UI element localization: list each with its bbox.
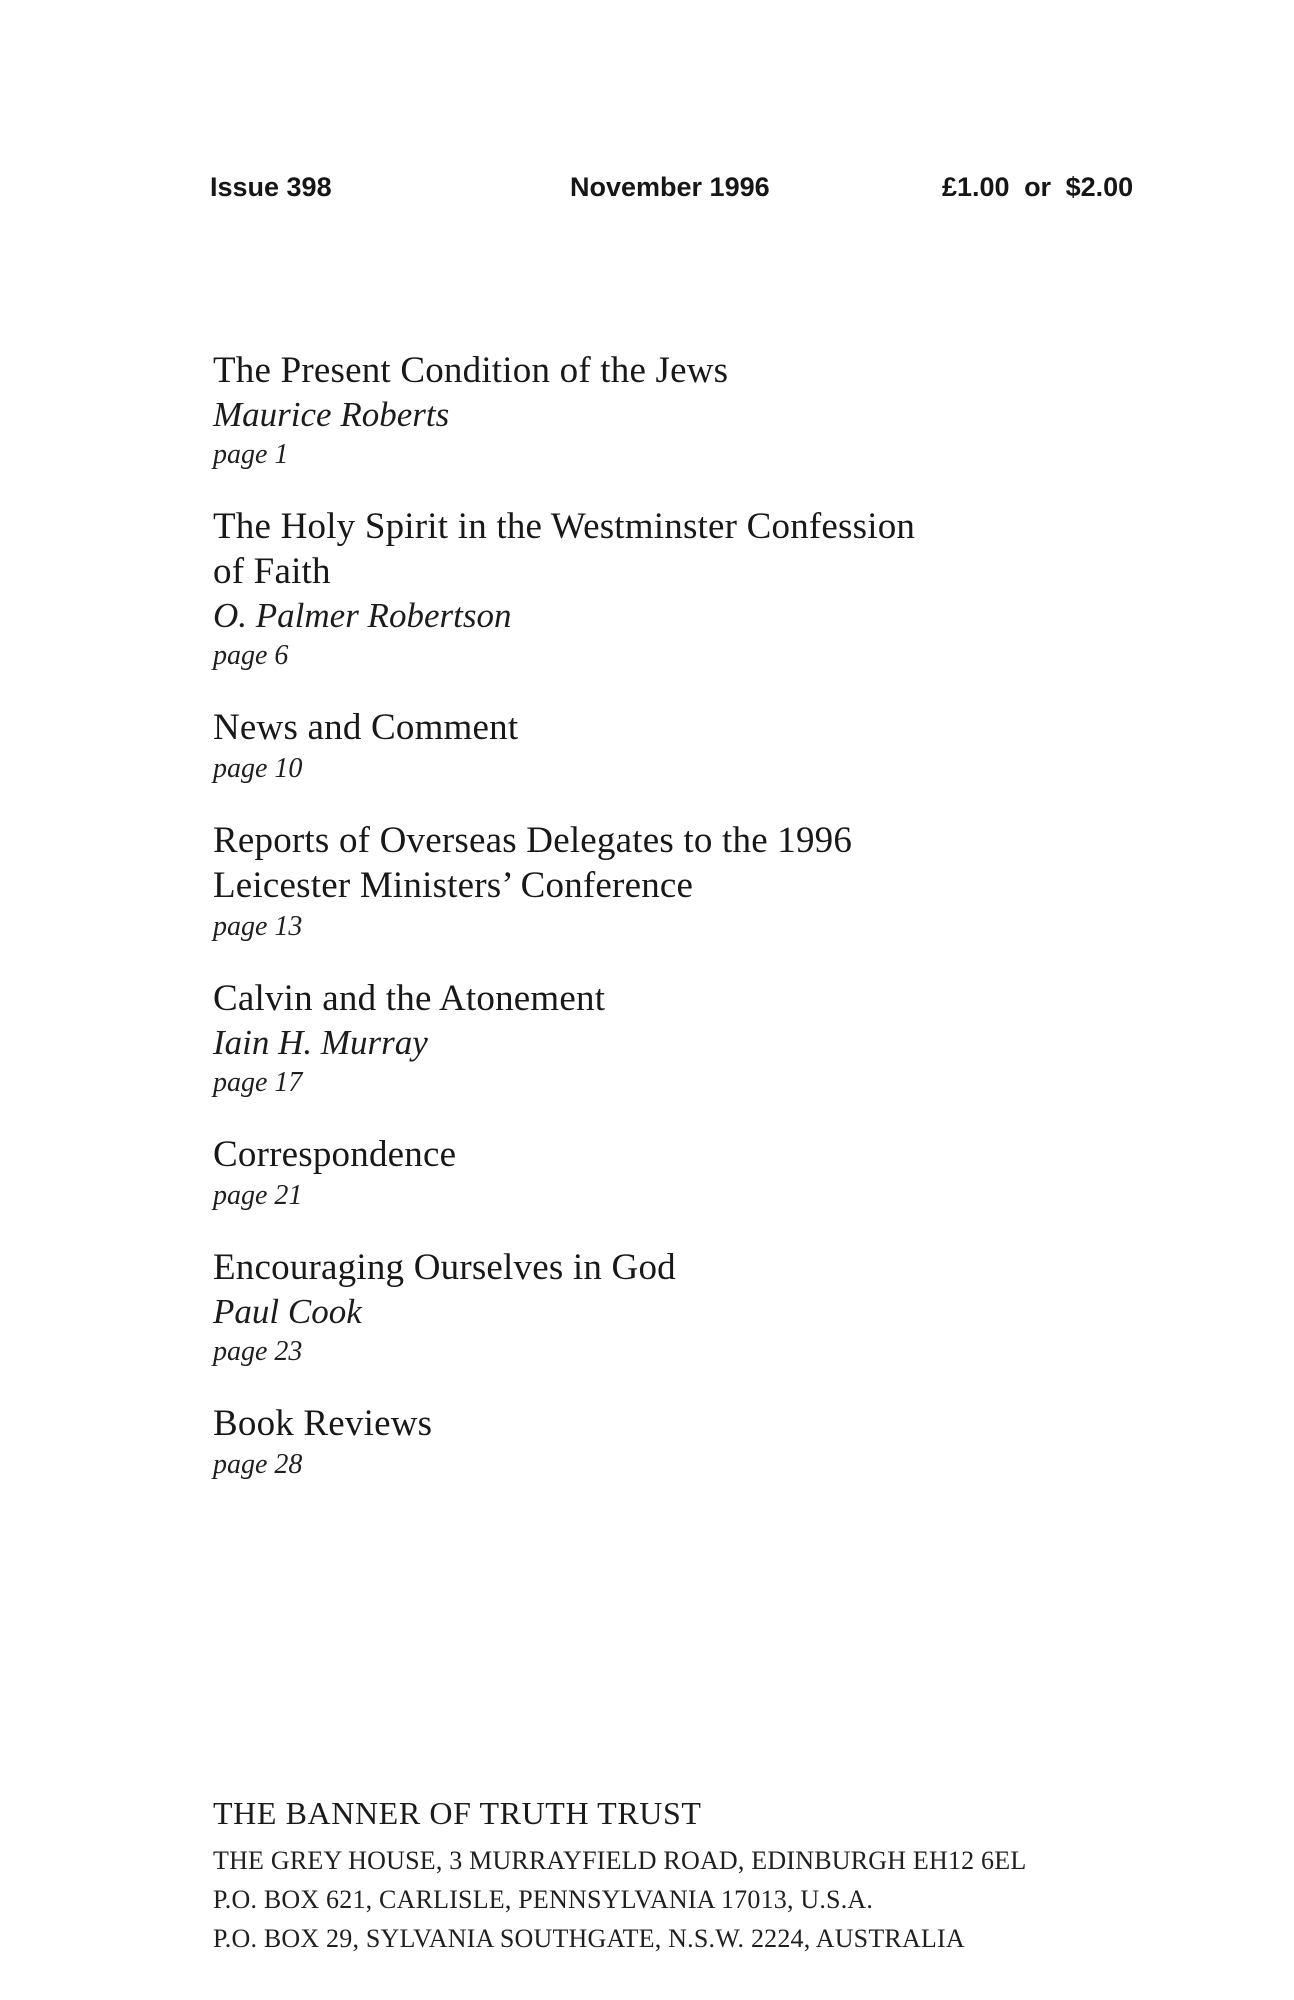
article-title-line: Calvin and the Atonement (213, 978, 606, 1019)
article-title-line: of Faith (213, 551, 331, 592)
publisher-block (213, 1793, 1213, 1958)
article-title-line: News and Comment (213, 707, 519, 748)
article-title-line: Leicester Ministers’ Conference (213, 865, 694, 906)
publisher-addresses (213, 1841, 1213, 1958)
toc-entry (213, 818, 1033, 946)
article-author: Paul Cook (213, 1292, 362, 1331)
article-title-line: Encouraging Ourselves in God (213, 1247, 676, 1288)
masthead (0, 172, 1294, 208)
article-page-ref: page 13 (213, 911, 303, 942)
publisher-address-line: THE GREY HOUSE, 3 MURRAYFIELD ROAD, EDINBURGH EH12 6EL (213, 1846, 1027, 1875)
article-title (213, 1245, 1033, 1290)
toc-entry (213, 1401, 1033, 1484)
publisher-address-line: P.O. BOX 621, CARLISLE, PENNSYLVANIA 17013, U.S.A. (213, 1885, 874, 1914)
article-author: O. Palmer Robertson (213, 596, 512, 635)
publisher-name: THE BANNER OF TRUTH TRUST (213, 1795, 702, 1831)
article-title (213, 818, 1033, 908)
article-page-ref: page 1 (213, 439, 289, 470)
article-author: Iain H. Murray (213, 1023, 428, 1062)
article-page-ref: page 10 (213, 753, 303, 784)
article-page-ref: page 28 (213, 1449, 303, 1480)
publisher-address-line: P.O. BOX 29, SYLVANIA SOUTHGATE, N.S.W. 2224, AUSTRALIA (213, 1924, 965, 1953)
toc-entry (213, 504, 1033, 675)
article-title-line: Book Reviews (213, 1403, 433, 1444)
issue-number: Issue 398 (210, 172, 332, 202)
article-title-line: Reports of Overseas Delegates to the 1996 (213, 820, 853, 861)
article-page-ref: page 6 (213, 640, 289, 671)
article-title (213, 705, 1033, 750)
issue-price: £1.00 or $2.00 (942, 172, 1134, 202)
article-title-line: The Holy Spirit in the Westminster Confession (213, 506, 916, 547)
toc-entry (213, 1132, 1033, 1215)
article-title-line: The Present Condition of the Jews (213, 350, 729, 391)
toc-entry (213, 348, 1033, 474)
article-title (213, 976, 1033, 1021)
article-title (213, 348, 1033, 393)
article-author: Maurice Roberts (213, 395, 450, 434)
issue-date: November 1996 (570, 172, 770, 202)
toc-entry (213, 976, 1033, 1102)
article-title (213, 504, 1033, 594)
article-page-ref: page 23 (213, 1336, 303, 1367)
table-of-contents (213, 348, 1033, 1514)
article-title (213, 1132, 1033, 1177)
toc-entry (213, 1245, 1033, 1371)
toc-entry (213, 705, 1033, 788)
article-page-ref: page 21 (213, 1180, 303, 1211)
article-title (213, 1401, 1033, 1446)
article-page-ref: page 17 (213, 1067, 303, 1098)
article-title-line: Correspondence (213, 1134, 457, 1175)
